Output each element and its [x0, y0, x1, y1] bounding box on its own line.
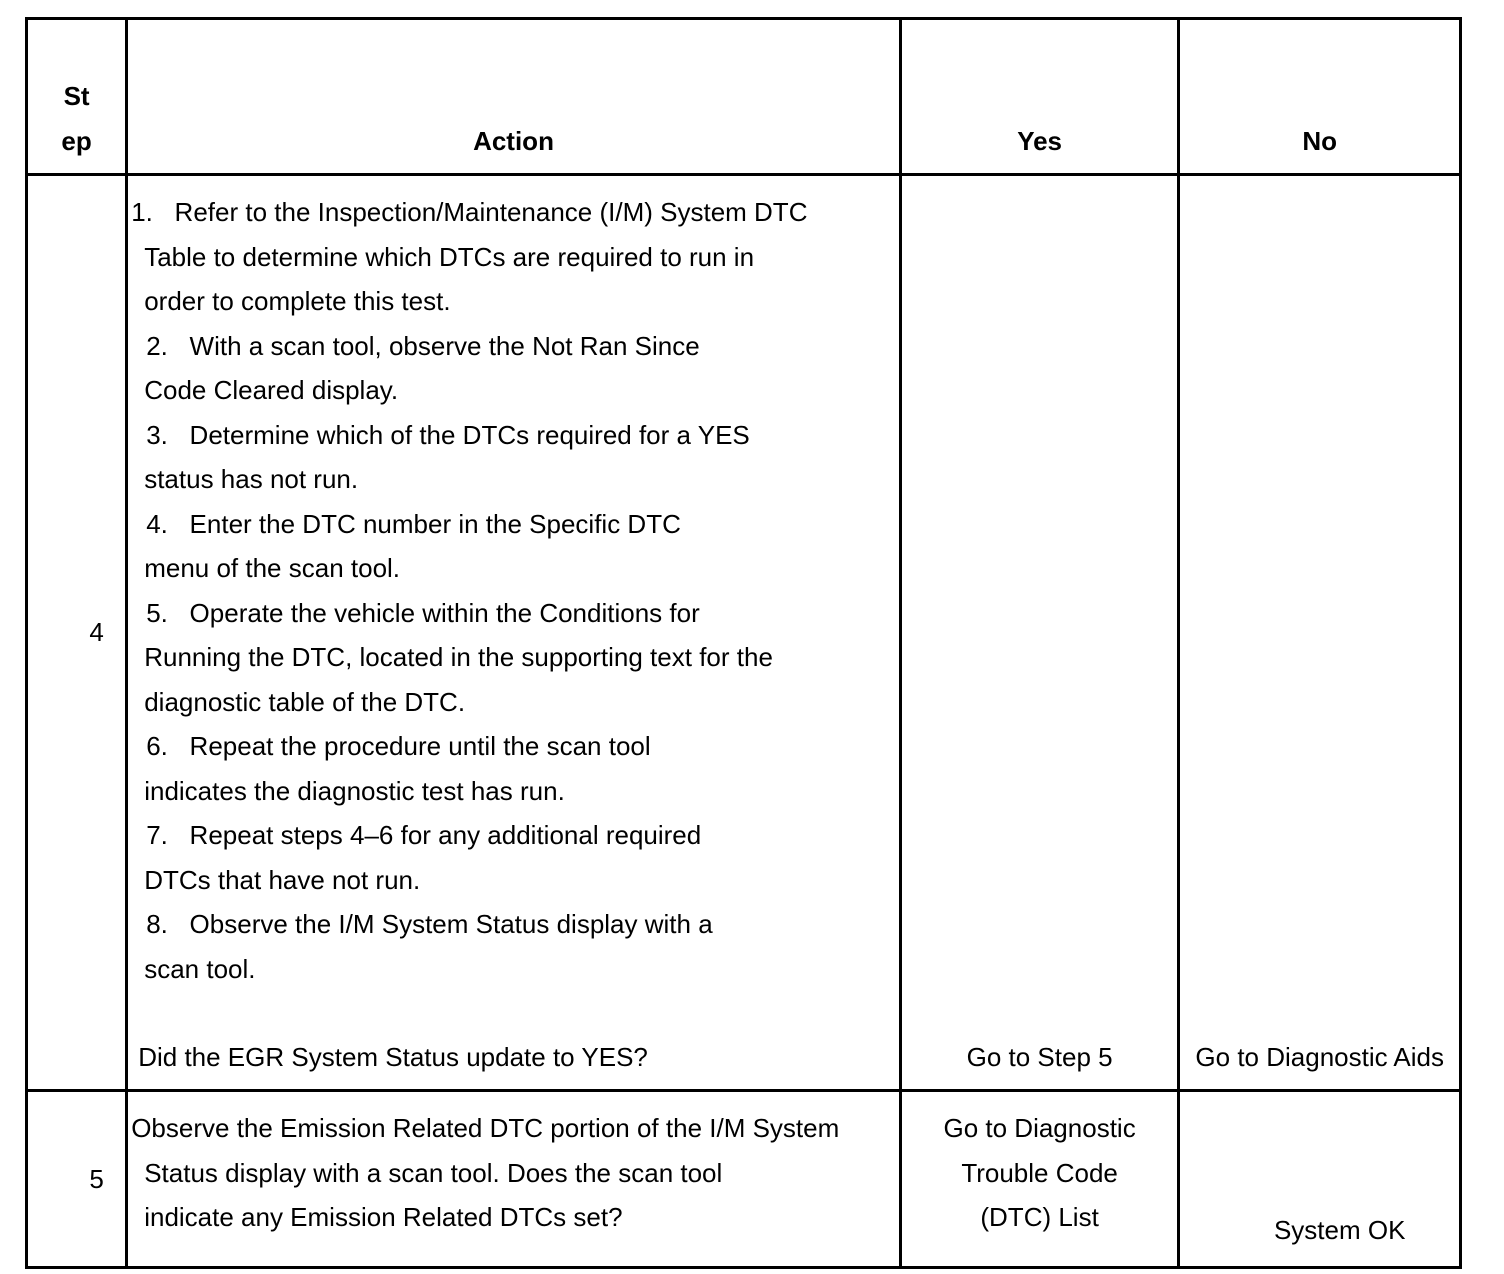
header-yes: Yes [900, 19, 1179, 175]
action-list [128, 176, 899, 991]
action-item-2: 2. With a scan tool, observe the Not Ran Since Code Cleared display. [144, 330, 700, 405]
yes-cell [900, 1091, 1179, 1268]
no-result: Go to Diagnostic Aids [1195, 1041, 1444, 1072]
header-action: Action [127, 19, 901, 175]
no-cell [1179, 1091, 1461, 1268]
action-item-5: 5. Operate the vehicle within the Conditions for Running the DTC, located in the supporting text for the diagnostic table of the DTC. [144, 597, 773, 717]
action-line: Observe the Emission Related DTC portion of the I/M System [131, 1113, 840, 1143]
action-line: indicate any Emission Related DTCs set? [144, 1202, 623, 1232]
action-line: Status display with a scan tool. Does the scan tool [144, 1157, 723, 1188]
step-number: 4 [27, 175, 127, 1091]
header-no: No [1179, 19, 1461, 175]
yes-result-line: Go to Diagnostic [943, 1113, 1136, 1143]
action-item-1: 1. Refer to the Inspection/Maintenance (I/M) System DTC Table to determine which DTCs are required to run in order to complete this test. [131, 197, 808, 316]
action-item-3: 3. Determine which of the DTCs required for a YES status has not run. [144, 419, 750, 494]
header-step-line2: ep [61, 125, 92, 156]
action-item-4: 4. Enter the DTC number in the Specific DTC menu of the scan tool. [144, 508, 681, 583]
no-cell [1179, 175, 1461, 1091]
action-cell [127, 175, 901, 1091]
action-cell [127, 1091, 901, 1268]
no-result: System OK [1273, 1214, 1406, 1245]
action-item-6: 6. Repeat the procedure until the scan tool indicates the diagnostic test has run. [144, 731, 651, 806]
yes-result-line: (DTC) List [980, 1202, 1099, 1232]
action-question: Did the EGR System Status update to YES? [138, 1041, 648, 1072]
diagnostic-table [25, 17, 1462, 1269]
action-item-8: 8. Observe the I/M System Status display with a scan tool. [144, 909, 713, 984]
action-item-7: 7. Repeat steps 4–6 for any additional required DTCs that have not run. [144, 820, 702, 895]
table-row-step-4 [27, 175, 1461, 1091]
table-body [27, 175, 1461, 1268]
yes-cell [900, 175, 1179, 1091]
yes-result: Go to Step 5 [966, 1041, 1113, 1072]
table-row-step-5 [27, 1091, 1461, 1268]
header-row [27, 19, 1461, 175]
table-header [27, 19, 1461, 175]
header-step [27, 19, 127, 175]
step-number: 5 [27, 1091, 127, 1268]
header-step-line1: St [63, 81, 90, 111]
yes-result-line: Trouble Code [961, 1157, 1118, 1188]
